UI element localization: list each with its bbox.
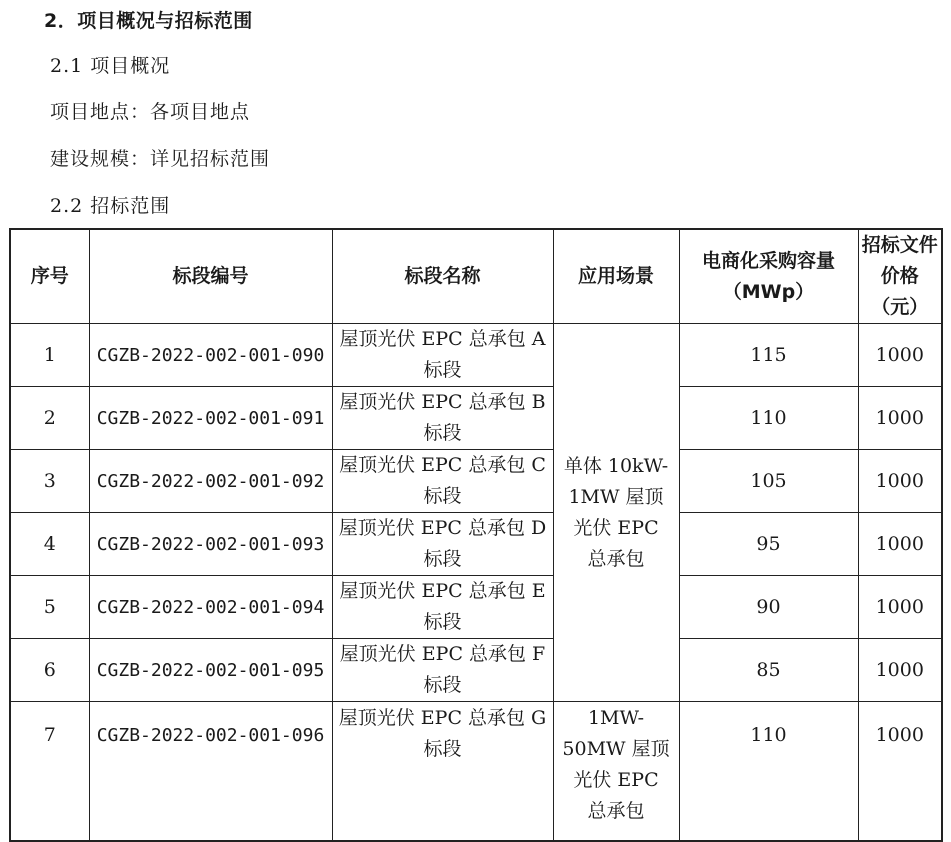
row-capacity: 110 <box>679 702 858 842</box>
row-no: 6 <box>10 639 89 702</box>
row-name: 屋顶光伏 EPC 总承包 E 标段 <box>332 576 553 639</box>
header-scenario: 应用场景 <box>553 229 679 324</box>
row-code: CGZB-2022-002-001-092 <box>89 450 332 513</box>
row-price: 1000 <box>858 639 942 702</box>
row-code: CGZB-2022-002-001-095 <box>89 639 332 702</box>
header-no: 序号 <box>10 229 89 324</box>
construction-scale: 建设规模：详见招标范围 <box>50 148 271 170</box>
header-code: 标段编号 <box>89 229 332 324</box>
row-capacity: 105 <box>679 450 858 513</box>
row-price: 1000 <box>858 513 942 576</box>
row-no: 5 <box>10 576 89 639</box>
row-capacity: 90 <box>679 576 858 639</box>
row-code: CGZB-2022-002-001-093 <box>89 513 332 576</box>
row-capacity: 115 <box>679 324 858 387</box>
row-price: 1000 <box>858 576 942 639</box>
project-location: 项目地点：各项目地点 <box>50 101 251 123</box>
table-row <box>10 576 942 639</box>
row-code: CGZB-2022-002-001-090 <box>89 324 332 387</box>
bid-scope-table-wrapper <box>9 228 941 822</box>
row-name: 屋顶光伏 EPC 总承包 F 标段 <box>332 639 553 702</box>
subsection-overview: 2.1 项目概况 <box>50 55 171 77</box>
table-row <box>10 702 942 842</box>
row-no: 1 <box>10 324 89 387</box>
header-capacity: 电商化采购容量（MWp） <box>679 229 858 324</box>
section-heading: 2．项目概况与招标范围 <box>44 10 253 32</box>
row-name: 屋顶光伏 EPC 总承包 A 标段 <box>332 324 553 387</box>
row-price: 1000 <box>858 702 942 842</box>
row-code: CGZB-2022-002-001-096 <box>89 702 332 842</box>
row-price: 1000 <box>858 324 942 387</box>
row-no: 4 <box>10 513 89 576</box>
row-no: 2 <box>10 387 89 450</box>
row-scenario-group-2: 1MW-50MW 屋顶光伏 EPC 总承包 <box>553 702 679 842</box>
table-row <box>10 387 942 450</box>
row-name: 屋顶光伏 EPC 总承包 B 标段 <box>332 387 553 450</box>
row-name: 屋顶光伏 EPC 总承包 C 标段 <box>332 450 553 513</box>
row-capacity: 110 <box>679 387 858 450</box>
header-name: 标段名称 <box>332 229 553 324</box>
row-no: 7 <box>10 702 89 842</box>
row-capacity: 95 <box>679 513 858 576</box>
row-price: 1000 <box>858 387 942 450</box>
table-header-row <box>10 229 942 324</box>
table-row <box>10 639 942 702</box>
row-scenario-group-1: 单体 10kW-1MW 屋顶光伏 EPC 总承包 <box>553 324 679 702</box>
bid-scope-table <box>9 228 943 842</box>
row-price: 1000 <box>858 450 942 513</box>
row-code: CGZB-2022-002-001-094 <box>89 576 332 639</box>
table-row <box>10 324 942 387</box>
row-capacity: 85 <box>679 639 858 702</box>
subsection-scope: 2.2 招标范围 <box>50 195 171 217</box>
row-no: 3 <box>10 450 89 513</box>
table-row <box>10 450 942 513</box>
table-row <box>10 513 942 576</box>
row-name: 屋顶光伏 EPC 总承包 D 标段 <box>332 513 553 576</box>
header-price: 招标文件价格（元） <box>858 229 942 324</box>
row-code: CGZB-2022-002-001-091 <box>89 387 332 450</box>
row-name: 屋顶光伏 EPC 总承包 G 标段 <box>332 702 553 842</box>
